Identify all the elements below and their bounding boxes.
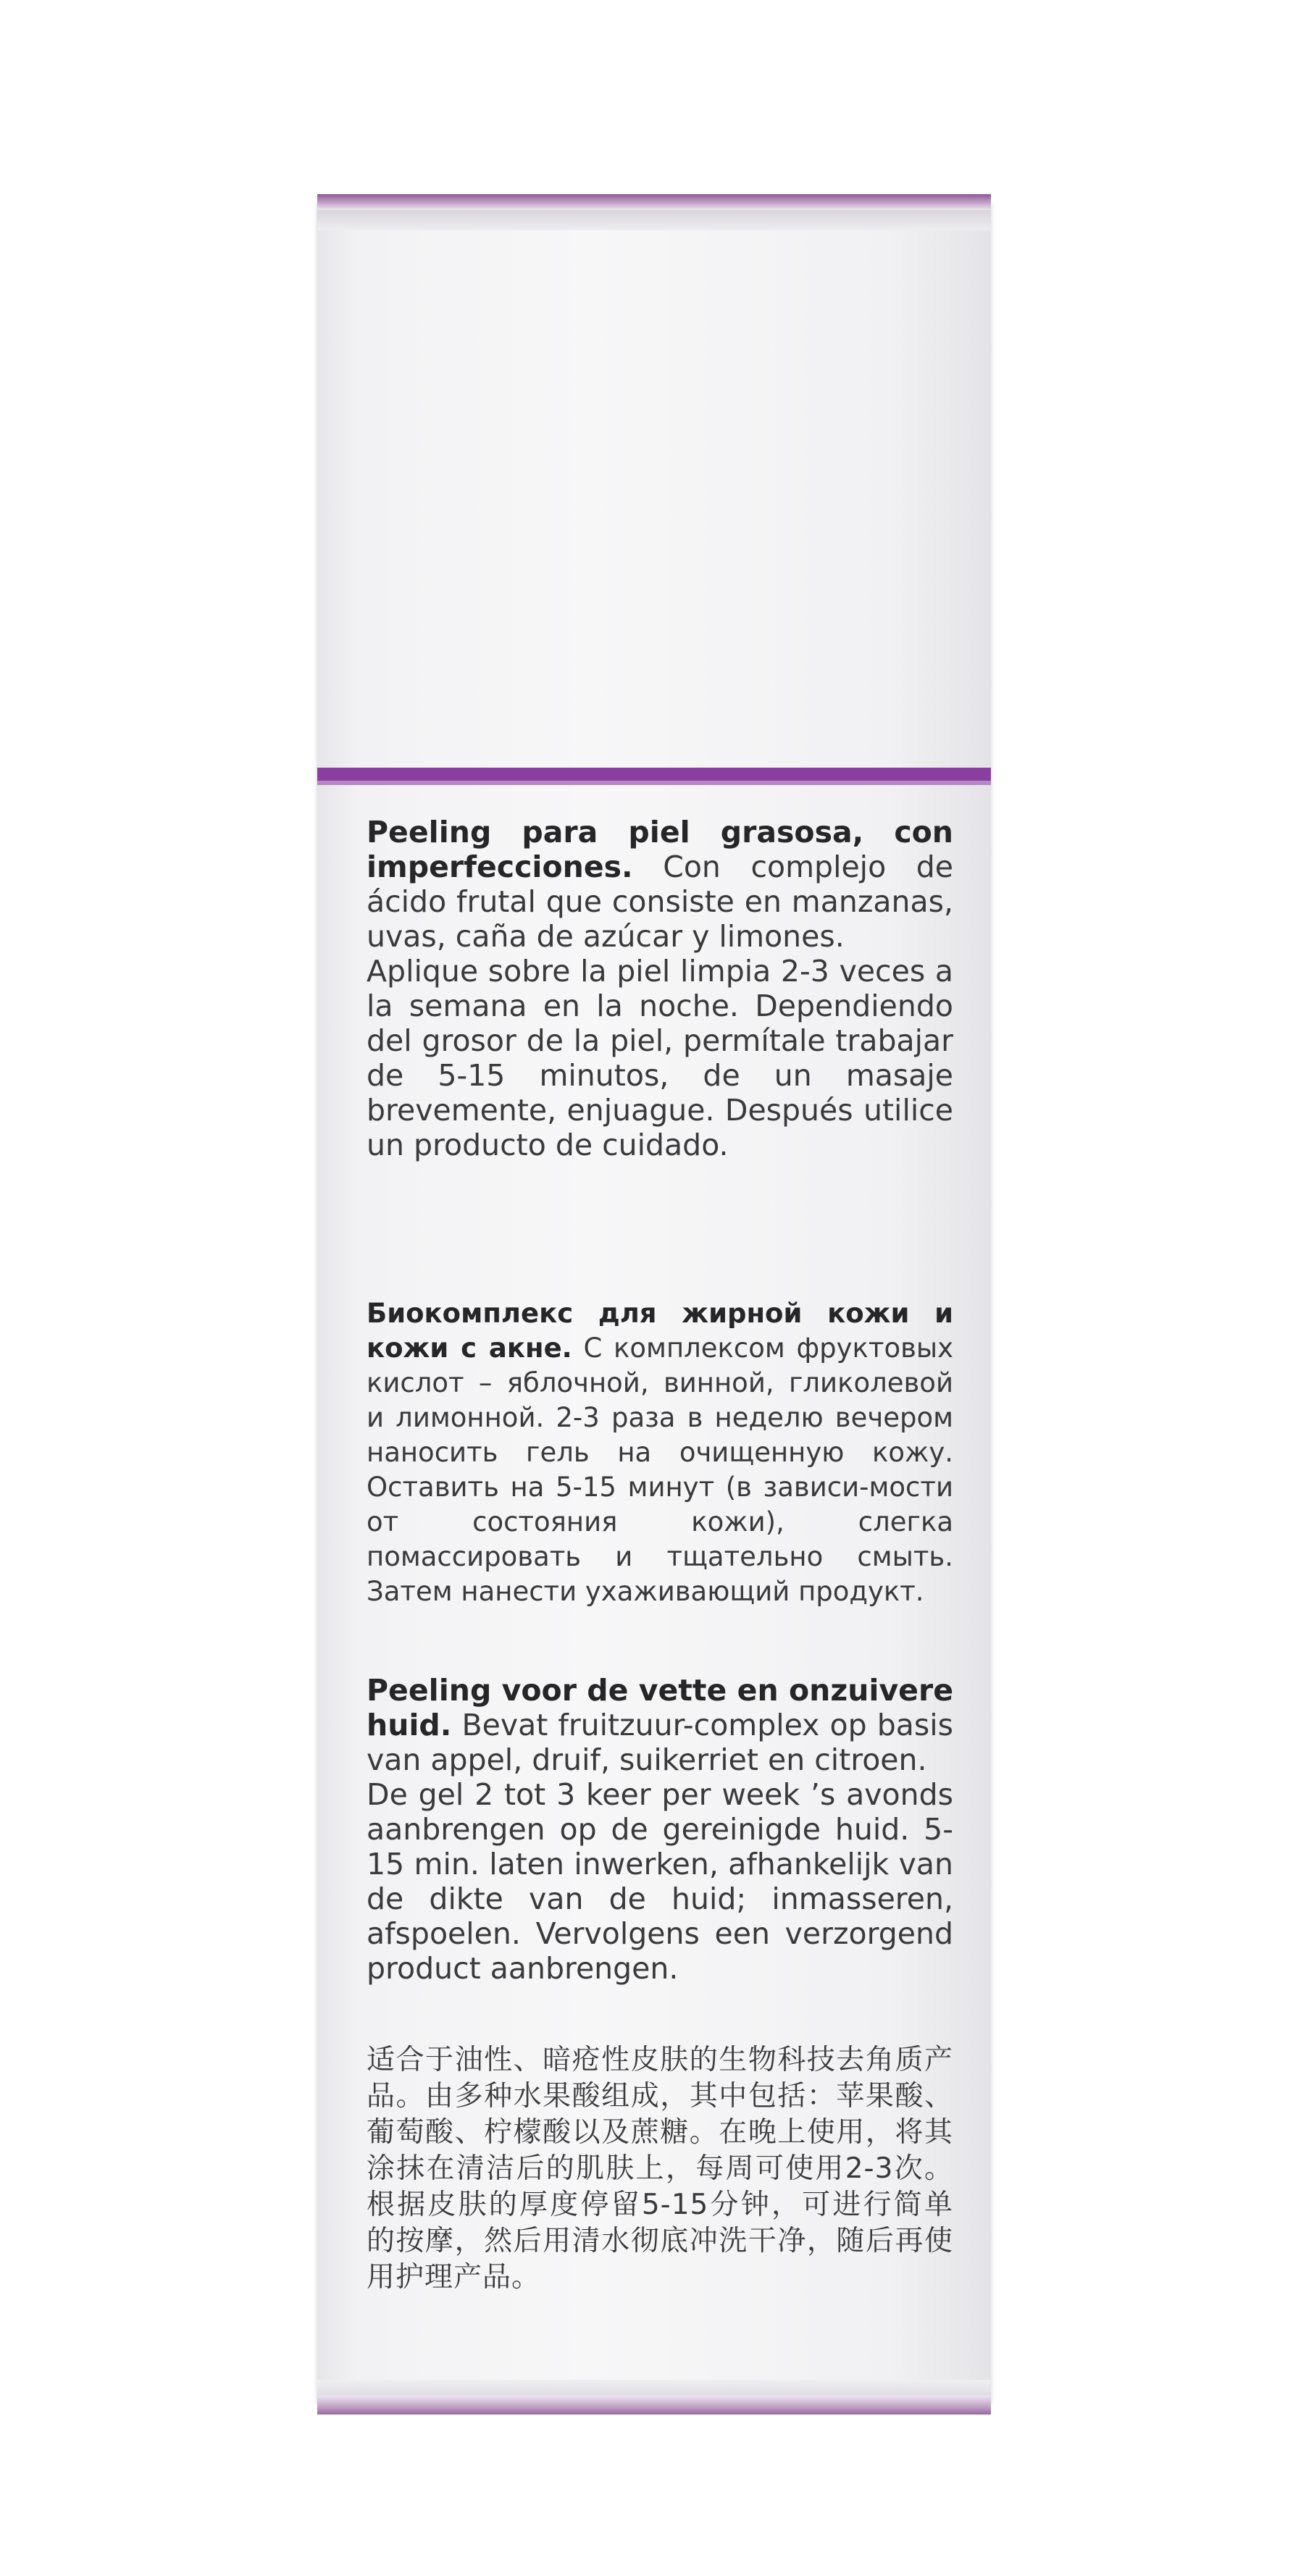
spanish-body: Con complejo de ácido frutal que consiste en manzanas, uvas, caña de azúcar y limones. [367, 849, 953, 954]
box-top-edge [317, 194, 991, 210]
dutch-title: Peeling voor de vette en onzuivere huid. [367, 1673, 953, 1742]
chinese-body: 适合于油性、暗疮性皮肤的生物科技去角质产品。由多种水果酸组成，其中包括：苹果酸、葡萄酸、柠檬酸以及蔗糖。在晚上使用，将其涂抹在清洁后的肌肤上，每周可使用2-3次。根据皮肤的厚度停留5-15分钟，可进行简单的按摩，然后用清水彻底冲洗干净，随后再使用护理产品。 [367, 2044, 953, 2294]
spanish-description [367, 815, 953, 1162]
purple-stripe [317, 768, 991, 781]
russian-body: С комплексом фруктовых кислот – яблочной, винной, гликолевой и лимонной. 2-3 раза в неделю вечером наносить гель на очищенную кожу. Оставить на 5-15 минут (в зависи-мости от состояния кожи), слегка помассировать и тщательно смыть. Затем нанести ухаживающий продукт. [367, 1333, 954, 1607]
dutch-description [367, 1673, 953, 1986]
product-box-side [317, 203, 991, 2404]
dutch-body: Bevat fruitzuur-complex op basis van appel, druif, suikerriet en citroen. [367, 1708, 953, 1777]
purple-stripe-shade [317, 781, 991, 785]
spanish-instructions: Aplique sobre la piel limpia 2-3 veces a la semana en la noche. Dependiendo del grosor de la piel, permítale trabajar de 5-15 minutos, de un masaje brevemente, enjuague. Después utilice un producto de cuidado. [367, 954, 953, 1162]
russian-title: Биокомплекс для жирной кожи и кожи с акне. [367, 1298, 953, 1364]
box-top-fold [317, 210, 991, 230]
box-bottom-edge [317, 2396, 991, 2415]
dutch-instructions: De gel 2 tot 3 keer per week ’s avonds aanbrengen op de gereinigde huid. 5-15 min. laten inwerken, afhankelijk van de dikte van de huid; inmasseren, afspoelen. Vervolgens een verzorgend product aanbrengen. [367, 1777, 953, 1986]
russian-description [367, 1296, 953, 1609]
spanish-title: Peeling para piel grasosa, con imperfecciones. [367, 815, 953, 884]
chinese-description [367, 2042, 953, 2296]
